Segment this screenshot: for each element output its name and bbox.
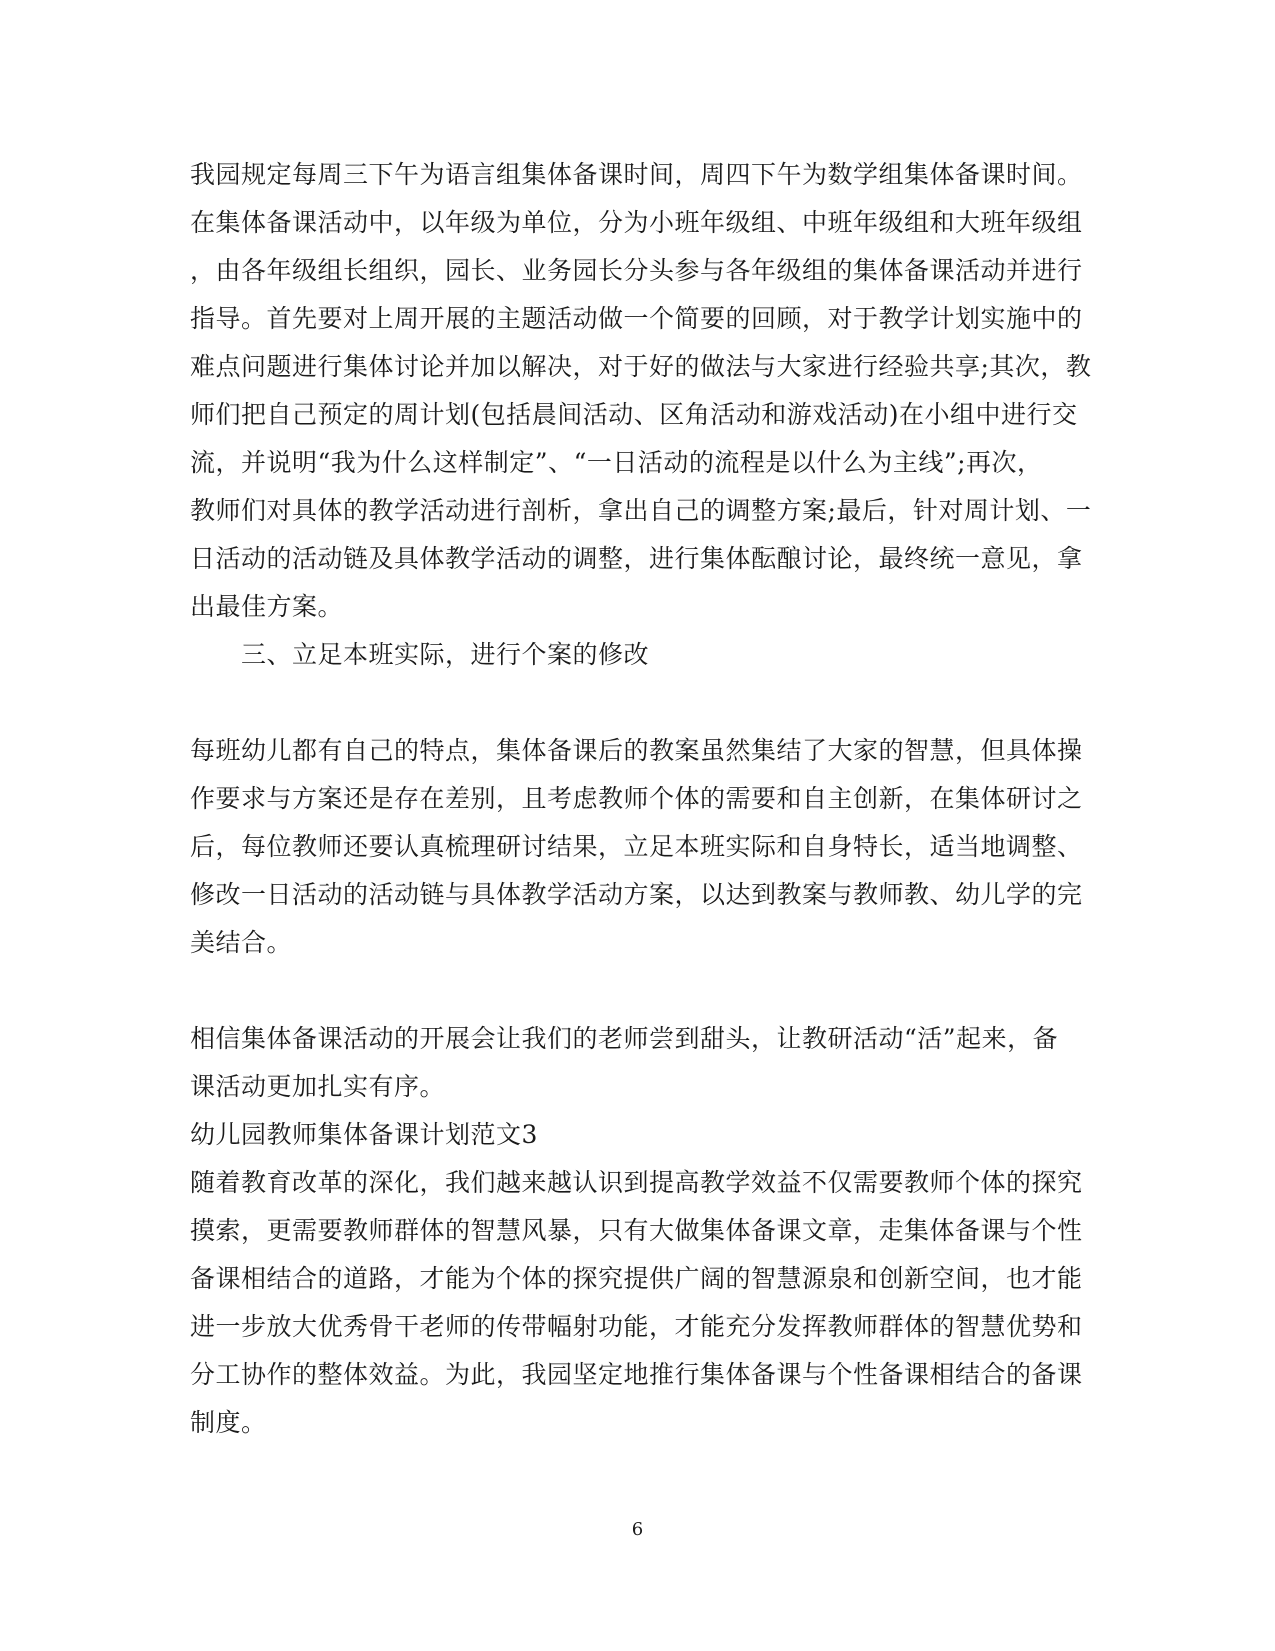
- paragraph-1-line-7: 流，并说明“我为什么这样制定”、“一日活动的流程是以什么为主线”;再次，: [190, 448, 1043, 477]
- paragraph-3-line-1: 相信集体备课活动的开展会让我们的老师尝到甜头，让教研活动“活”起来，备: [190, 1024, 1059, 1053]
- paragraph-2-line-4: 修改一日活动的活动链与具体教学活动方案，以达到教案与教师教、幼儿学的完: [190, 880, 1083, 909]
- page-number: 6: [631, 1519, 644, 1540]
- paragraph-4-line-2: 摸索，更需要教师群体的智慧风暴，只有大做集体备课文章，走集体备课与个性: [190, 1216, 1083, 1245]
- paragraph-1-line-3: ，由各年级组长组织，园长、业务园长分头参与各年级组的集体备课活动并进行: [190, 256, 1083, 285]
- section-heading: 三、立足本班实际，进行个案的修改: [241, 640, 650, 669]
- paragraph-4-line-4: 进一步放大优秀骨干老师的传带幅射功能，才能充分发挥教师群体的智慧优势和: [190, 1312, 1083, 1341]
- paragraph-4-line-3: 备课相结合的道路，才能为个体的探究提供广阔的智慧源泉和创新空间，也才能: [190, 1264, 1083, 1293]
- paragraph-1-line-6: 师们把自己预定的周计划(包括晨间活动、区角活动和游戏活动)在小组中进行交: [190, 400, 1078, 429]
- paragraph-1-line-4: 指导。首先要对上周开展的主题活动做一个简要的回顾，对于教学计划实施中的: [190, 304, 1083, 333]
- paragraph-1-line-8: 教师们对具体的教学活动进行剖析，拿出自己的调整方案;最后，针对周计划、一: [190, 496, 1092, 525]
- paragraph-1-line-5: 难点问题进行集体讨论并加以解决，对于好的做法与大家进行经验共享;其次，教: [190, 352, 1092, 381]
- paragraph-2-line-2: 作要求与方案还是存在差别，且考虑教师个体的需要和自主创新，在集体研讨之: [190, 784, 1083, 813]
- paragraph-1-line-9: 日活动的活动链及具体教学活动的调整，进行集体酝酿讨论，最终统一意见，拿: [190, 544, 1083, 573]
- paragraph-4-line-1: 随着教育改革的深化，我们越来越认识到提高教学效益不仅需要教师个体的探究: [190, 1168, 1083, 1197]
- paragraph-4-line-5: 分工协作的整体效益。为此，我园坚定地推行集体备课与个性备课相结合的备课: [190, 1360, 1083, 1389]
- paragraph-2-line-3: 后，每位教师还要认真梳理研讨结果，立足本班实际和自身特长，适当地调整、: [190, 832, 1083, 861]
- paragraph-1-line-2: 在集体备课活动中，以年级为单位，分为小班年级组、中班年级组和大班年级组: [190, 208, 1083, 237]
- paragraph-2-line-1: 每班幼儿都有自己的特点，集体备课后的教案虽然集结了大家的智慧，但具体操: [190, 736, 1083, 765]
- paragraph-1-line-10: 出最佳方案。: [190, 592, 344, 621]
- paragraph-1-line-1: 我园规定每周三下午为语言组集体备课时间，周四下午为数学组集体备课时间。: [190, 160, 1083, 189]
- paragraph-4-line-6: 制度。: [190, 1408, 267, 1437]
- paragraph-3-line-2: 课活动更加扎实有序。: [190, 1072, 446, 1101]
- article-title: 幼儿园教师集体备课计划范文3: [190, 1120, 538, 1149]
- paragraph-2-line-5: 美结合。: [190, 928, 293, 957]
